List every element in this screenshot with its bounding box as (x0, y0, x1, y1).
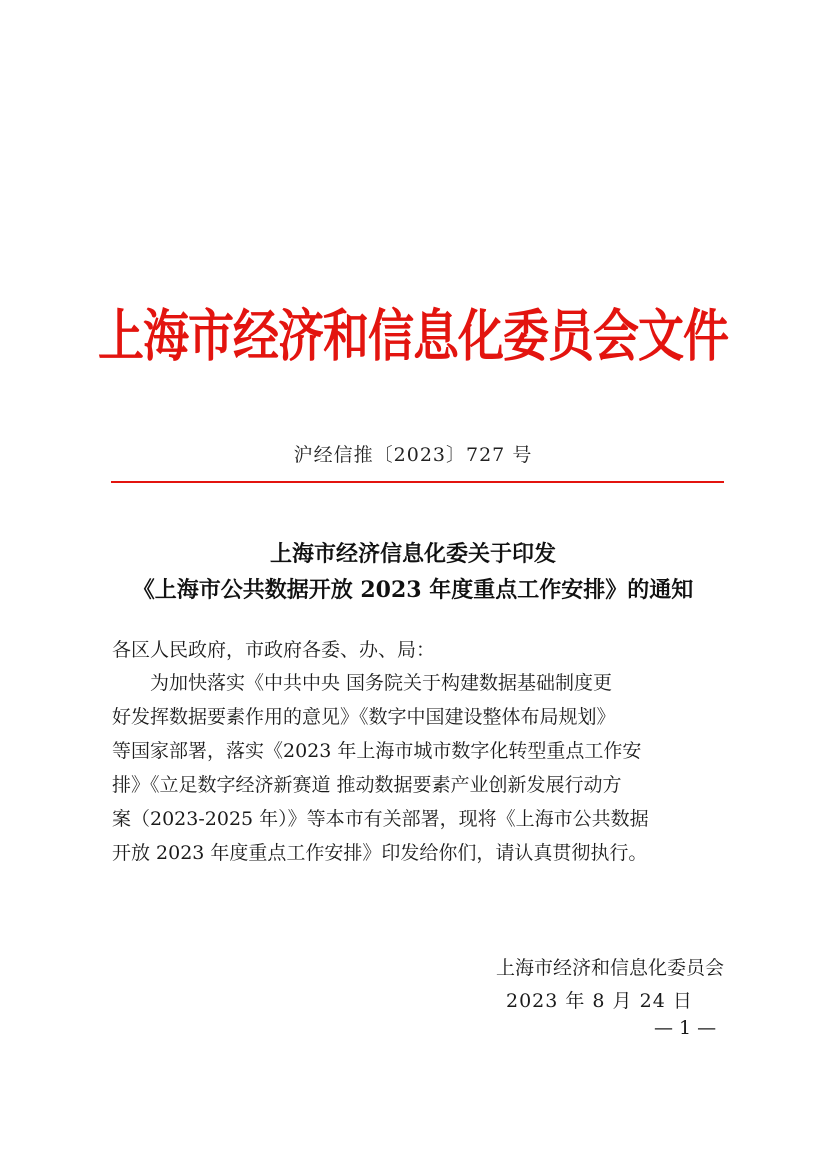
notice-title (0, 536, 826, 608)
body-line-6: 开放 2023 年度重点工作安排》印发给你们，请认真贯彻执行。 (112, 842, 648, 864)
notice-title-line-1: 上海市经济信息化委关于印发 (269, 541, 556, 567)
red-divider-line (111, 481, 724, 483)
body-line-3: 等国家部署，落实《2023 年上海市城市数字化转型重点工作安 (112, 740, 642, 762)
notice-title-line-2: 《上海市公共数据开放 2023 年度重点工作安排》的通知 (132, 577, 694, 603)
body-line-5: 案（2023-2025 年）》等本市有关部署，现将《上海市公共数据 (112, 808, 649, 830)
document-number: 沪经信推〔2023〕727 号 (293, 444, 533, 466)
issue-date: 2023 年 8 月 24 日 (506, 990, 693, 1012)
body-line-4: 排》《立足数字经济新赛道 推动数据要素产业创新发展行动方 (112, 774, 622, 796)
letterhead-title: 上海市经济和信息化委员会文件 (98, 302, 728, 369)
page-number: — 1 — (654, 1017, 717, 1039)
issuer-signature: 上海市经济和信息化委员会 (495, 957, 724, 979)
salutation: 各区人民政府，市政府各委、办、局： (112, 639, 436, 661)
body-line-1: 为加快落实《中共中央 国务院关于构建数据基础制度更 (150, 672, 613, 694)
notice-body (112, 666, 726, 870)
body-line-2: 好发挥数据要素作用的意见》《数字中国建设整体布局规划》 (112, 706, 616, 728)
